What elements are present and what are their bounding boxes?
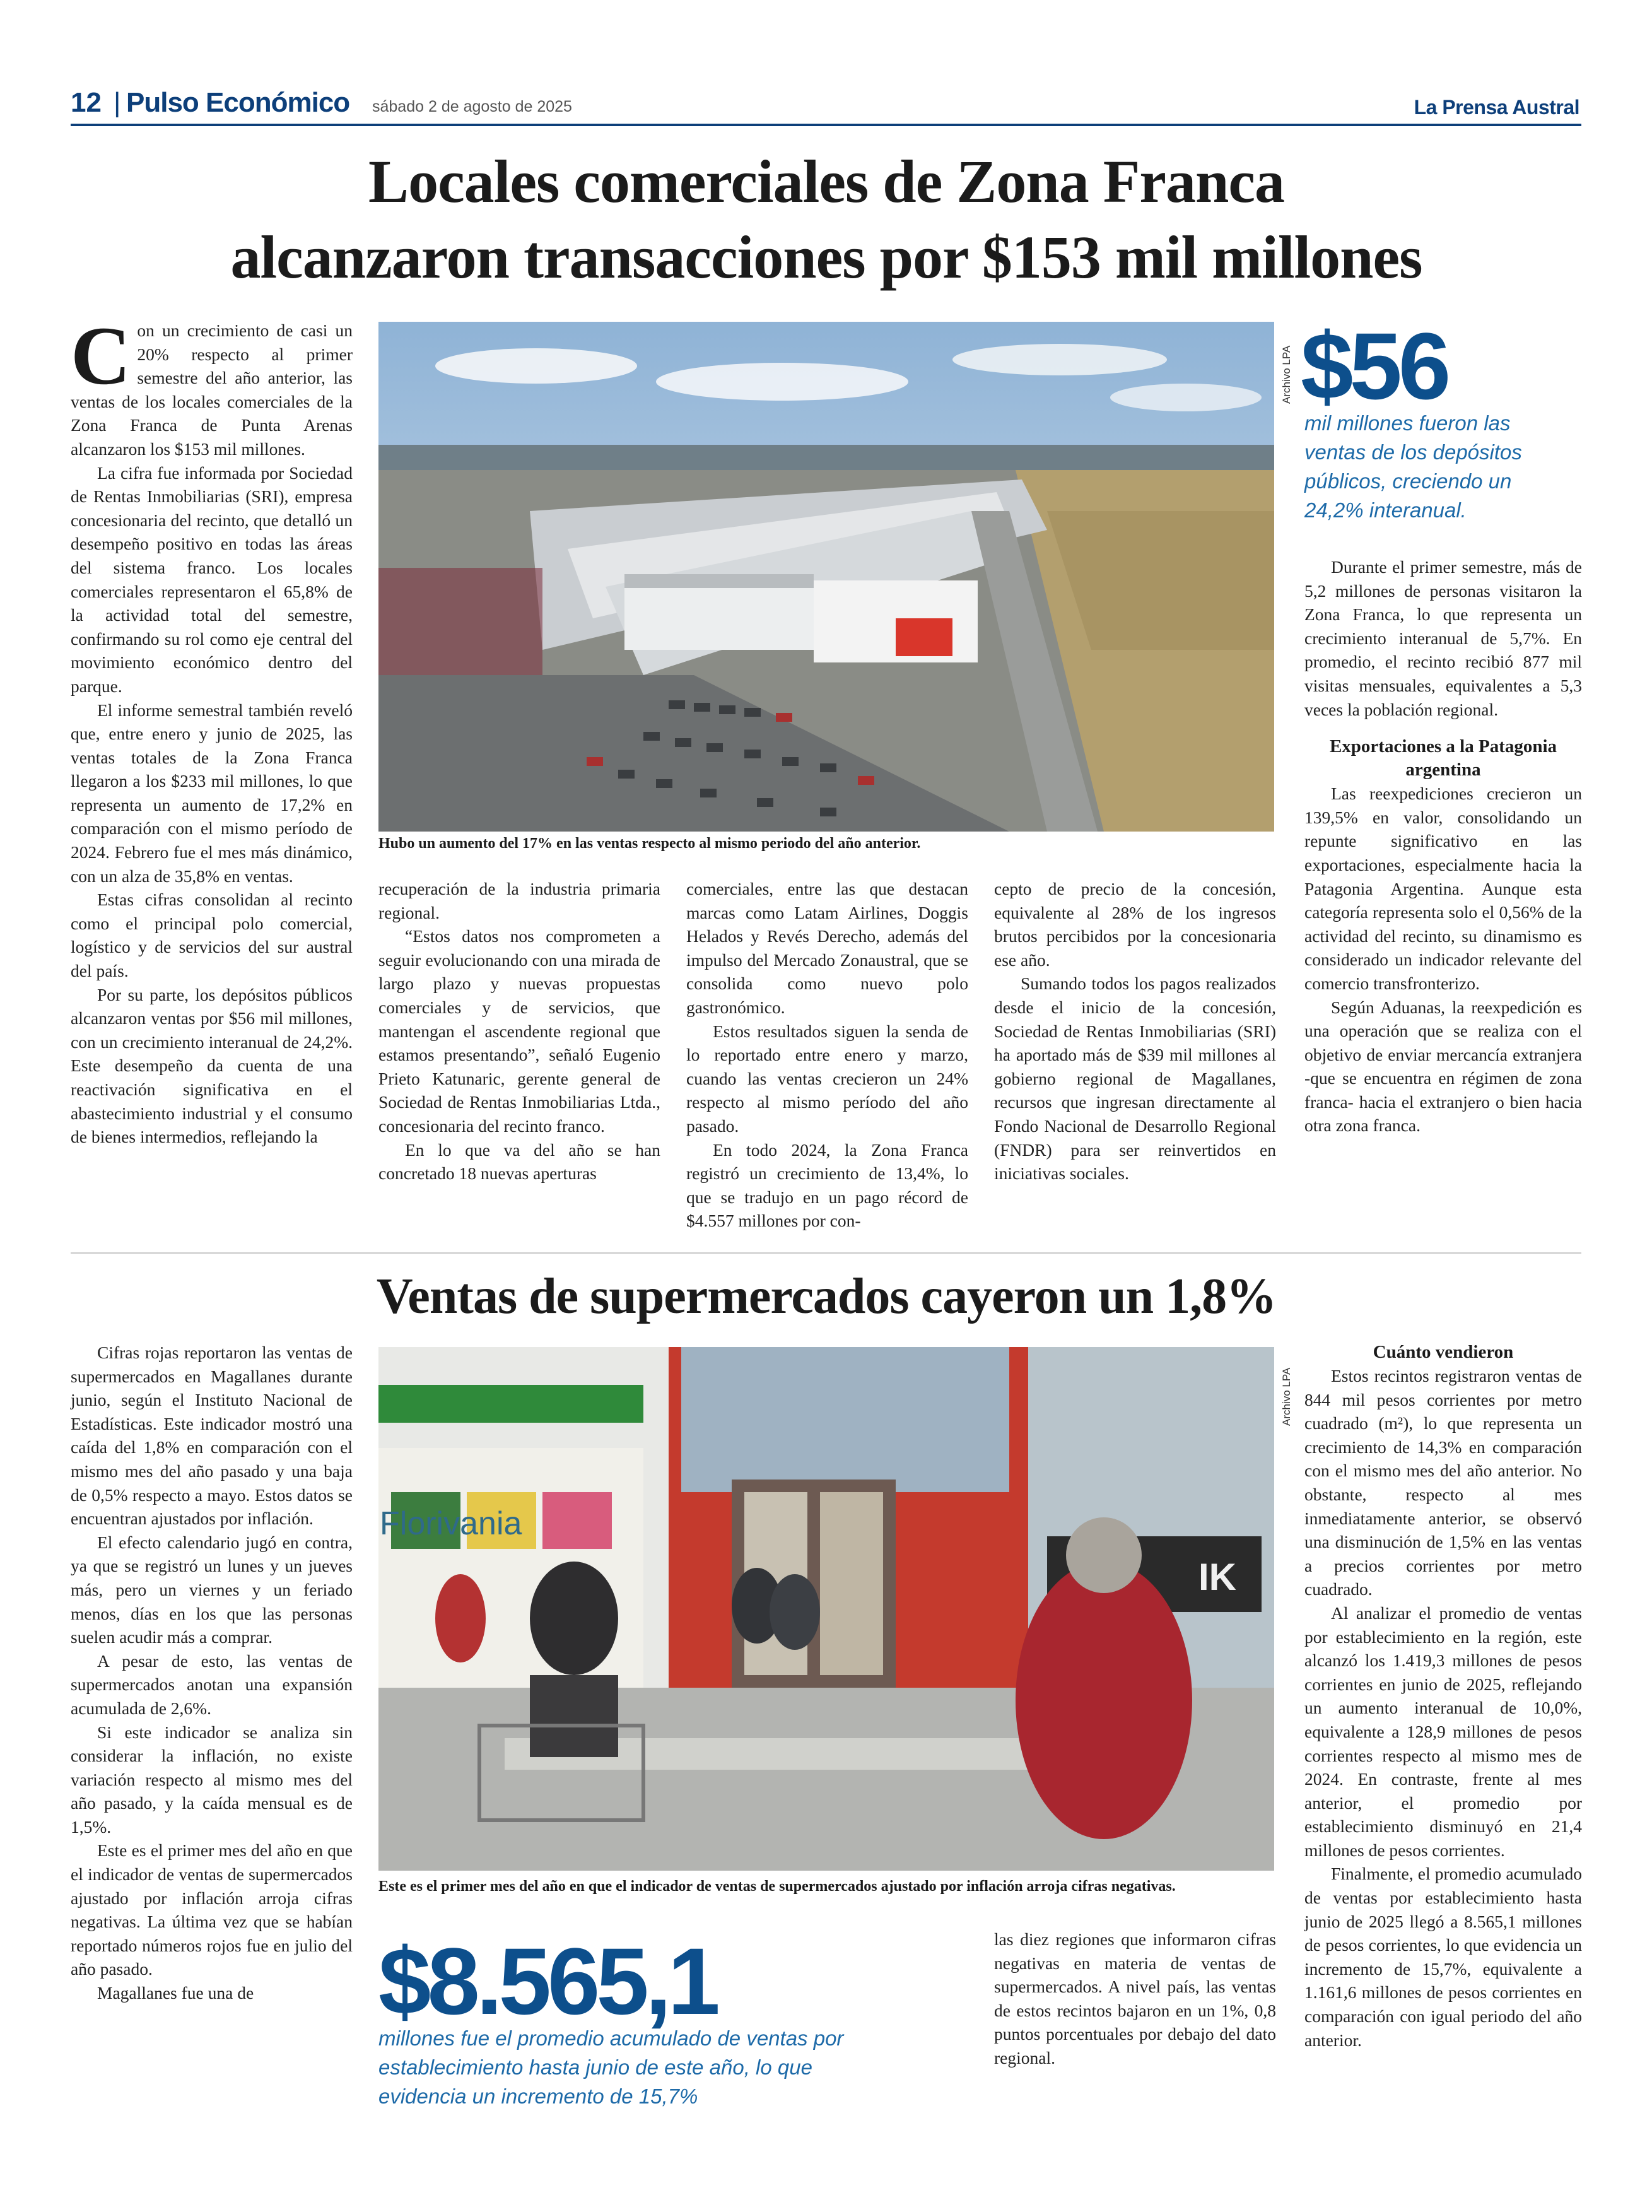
highlight-number: $56 — [1301, 313, 1448, 419]
paragraph: Estos resultados siguen la senda de lo reportado entre enero y marzo, cuando las ventas crecieron un 24% respecto al mismo período del año pasado. — [686, 1021, 968, 1136]
paragraph: “Estos datos nos comprometen a seguir evolucionando con una mirada de largo plazo y nuevas propuestas comerciales y de servicios, que mantengan el ascendente regional que estamos presentando”, señaló Eugenio Prieto Katunaric, gerente general de Sociedad de Rentas Inmobiliarias Ltda., concesionaria del recinto franco. — [378, 926, 660, 1136]
article1-headline — [95, 144, 1558, 295]
paragraph: Magallanes fue una de — [97, 1983, 254, 2003]
paragraph: Durante el primer semestre, más de 5,2 millones de personas visitaron la Zona Franca, lo que representa un crecimiento interanual de 5,7%. En promedio, el recinto recibió 877 mil visitas mensuales, equivalentes a 5,3 veces la población regional. — [1304, 557, 1582, 719]
article2-mid-column — [994, 1927, 1276, 2136]
paragraph: recuperación de la industria primaria regional. — [378, 879, 660, 922]
highlight-text: mil millones fueron las ventas de los depósitos públicos, creciendo un 24,2% interanual. — [1304, 411, 1522, 522]
paragraph: Cifras rojas reportaron las ventas de supermercados en Magallanes durante junio, según el Instituto Nacional de Estadísticas. Este indicador mostró una caída del 1,8% en comparación con el mismo mes del año pasado y una baja de 0,5% respecto a mayo. Estos datos se encuentran ajustados por inflación. — [71, 1343, 353, 1529]
headline-line1: Locales comerciales de Zona Franca — [368, 148, 1284, 215]
supermarket-entrance-photo — [378, 1347, 1274, 1871]
article1-right-column — [1304, 555, 1582, 1237]
aerial-photo-image — [378, 322, 1274, 832]
paragraph: comerciales, entre las que destacan marcas como Latam Airlines, Doggis Helados y Revés Derecho, además del impulso del Mercado Zonaustral, que se consolida como nuevo polo gastronómico. — [686, 879, 968, 1017]
dropcap: C — [71, 309, 131, 402]
paragraph: Estas cifras consolidan al recinto como el principal polo comercial, logístico y de servicios del sur austral del país. — [71, 890, 353, 981]
article2-right-column — [1304, 1341, 1582, 2136]
paragraph: En todo 2024, la Zona Franca registró un crecimiento de 13,4%, lo que se tradujo en un pago récord de $4.557 millones por con- — [686, 1139, 968, 1231]
photo-caption: Hubo un aumento del 17% en las ventas respecto al mismo periodo del año anterior. — [378, 835, 921, 852]
paragraph: las diez regiones que informaron cifras negativas en materia de ventas de supermercados. A nivel país, las ventas de estos recintos bajaron en un 1%, 0,8 puntos porcentuales por debajo del dato regional. — [994, 1929, 1276, 2068]
article-divider — [71, 1252, 1581, 1254]
paragraph: cepto de precio de la concesión, equivalente al 28% de los ingresos brutos percibidos por la concesionaria ese año. — [994, 879, 1276, 970]
photo-credit: Archivo LPA — [1280, 1367, 1292, 1426]
article2-column1 — [71, 1341, 353, 2136]
paragraph: Este es el primer mes del año en que el indicador de ventas de supermercados ajustado por inflación arroja cifras negativas. La última vez que se habían reportado números rojos fue en julio del año pasado. — [71, 1840, 353, 1979]
paragraph: Según Aduanas, la reexpedición es una operación que se realiza con el objetivo de enviar mercancía extranjera -que se encuentra en régimen de zona franca- hacia el extranjero o bien hacia otra zona franca. — [1304, 997, 1582, 1136]
store-sign-partial: IK — [1198, 1556, 1236, 1598]
article1-column2 — [378, 877, 660, 1230]
photo-caption: Este es el primer mes del año en que el indicador de ventas de supermercados ajustado por inflación arroja cifras negativas. — [378, 1878, 1176, 1895]
header-rule — [71, 124, 1581, 126]
subhead-exportaciones: Exportaciones a la Patagonia argentina — [1329, 736, 1557, 780]
article1-column3 — [686, 877, 968, 1230]
paragraph: Por su parte, los depósitos públicos alcanzaron ventas por $56 mil millones, con un crecimiento interanual de 24,2%. Este desempeño da cuenta de una reactivación significativa en el abastecimiento industrial y el consumo de bienes intermedios, reflejando la — [71, 984, 353, 1147]
paragraph: El informe semestral también reveló que, entre enero y junio de 2025, las ventas totales de la Zona Franca llegaron a los $233 mil millones, lo que representa un aumento de 17,2% en comparación con el mismo período de 2024. Febrero fue el mes más dinámico, con un alza de 35,8% en ventas. — [71, 700, 353, 886]
paragraph: Las reexpediciones crecieron un 139,5% en valor, consolidando un repunte significativo en las exportaciones, especialmente hacia la Patagonia Argentina. Aunque esta categoría representa solo el 0,56% de la actividad del recinto, su dinamismo es considerado un indicador relevante del comercio transfronterizo. — [1304, 784, 1582, 993]
photo-credit: Archivo LPA — [1280, 345, 1292, 404]
highlight-text: millones fue el promedio acumulado de ventas por establecimiento hasta junio de este año, lo que evidencia un incremento de 15,7% — [378, 2027, 844, 2108]
paragraph: on un crecimiento de casi un 20% respecto al primer semestre del año anterior, las ventas de los locales comerciales de la Zona Franca de Punta Arenas alcanzaron los $153 mil millones. — [71, 321, 353, 459]
paragraph: Al analizar el promedio de ventas por establecimiento en la región, este alcanzó los 1.419,3 millones de pesos corrientes en junio de 2025, reflejando un aumento interanual de 10,0%, equivalente a 128,9 millones de pesos corrientes respecto al mismo mes de 2024. En contraste, frente al mes anterior, el promedio por establecimiento disminuyó en 21,4 millones de pesos corrientes. — [1304, 1603, 1582, 1860]
paragraph: Estos recintos registraron ventas de 844 mil pesos corrientes por metro cuadrado (m²), lo que representa un crecimiento de 14,3% en comparación con el mismo mes del año anterior. No obstante, respecto al mes inmediatamente anterior, se observó una disminución de 1,5% en las ventas a precios corrientes por metro cuadrado. — [1304, 1366, 1582, 1599]
article1-column1 — [71, 309, 353, 1227]
supermarket-photo-image — [378, 1347, 1274, 1871]
store-sign: Florivania — [380, 1505, 522, 1542]
subhead-cuanto-vendieron: Cuánto vendieron — [1373, 1342, 1514, 1362]
paragraph: Si este indicador se analiza sin considerar la inflación, no existe variación respecto al mismo mes del año pasado, y la caída mensual es de 1,5%. — [71, 1722, 353, 1837]
header-separator: | — [114, 87, 121, 118]
newspaper-name: La Prensa Austral — [1414, 96, 1579, 119]
paragraph: La cifra fue informada por Sociedad de Rentas Inmobiliarias (SRI), empresa concesionaria del recinto, que detalló un desempeño positivo en todas las áreas del sistema franco. Los locales comerciales representaron el 65,8% de la actividad total del semestre, confirmando su rol como eje central del movimiento económico dentro del parque. — [71, 462, 353, 696]
article2-headline: Ventas de supermercados cayeron un 1,8% — [376, 1269, 1277, 1324]
paragraph: En lo que va del año se han concretado 18 nuevas aperturas — [378, 1139, 660, 1184]
highlight-number: $8.565,1 — [378, 1928, 717, 2034]
paragraph: A pesar de esto, las ventas de supermercados anotan una expansión acumulada de 2,6%. — [71, 1650, 353, 1718]
paragraph: El efecto calendario jugó en contra, ya que se registró un lunes y un jueves más, pero un viernes y un feriado menos, días en los que las personas suelen acudir más a comprar. — [71, 1532, 353, 1647]
paragraph: Sumando todos los pagos realizados desde el inicio de la concesión, Sociedad de Rentas Inmobiliarias (SRI) ha aportado más de $39 mil millones al gobierno regional de Magallanes, recursos que ingresan directamente al Fondo Nacional de Desarrollo Regional (FNDR) para ser reinvertidos en iniciativas sociales. — [994, 974, 1276, 1184]
headline-line2: alcanzaron transacciones por $153 mil millones — [230, 223, 1422, 291]
lead-paragraph — [71, 309, 353, 461]
section-title: Pulso Económico — [126, 87, 350, 118]
article1-column4 — [994, 877, 1276, 1230]
paragraph: Finalmente, el promedio acumulado de ventas por establecimiento hasta junio de 2025 llegó a 8.565,1 millones de pesos corrientes, lo que evidencia un incremento de 15,7%, equivalente a 1.161,6 millones de pesos corrientes en comparación con igual periodo del año anterior. — [1304, 1864, 1582, 2050]
zona-franca-aerial-photo — [378, 322, 1274, 832]
issue-date: sábado 2 de agosto de 2025 — [372, 98, 572, 115]
page-number: 12 — [71, 87, 102, 118]
